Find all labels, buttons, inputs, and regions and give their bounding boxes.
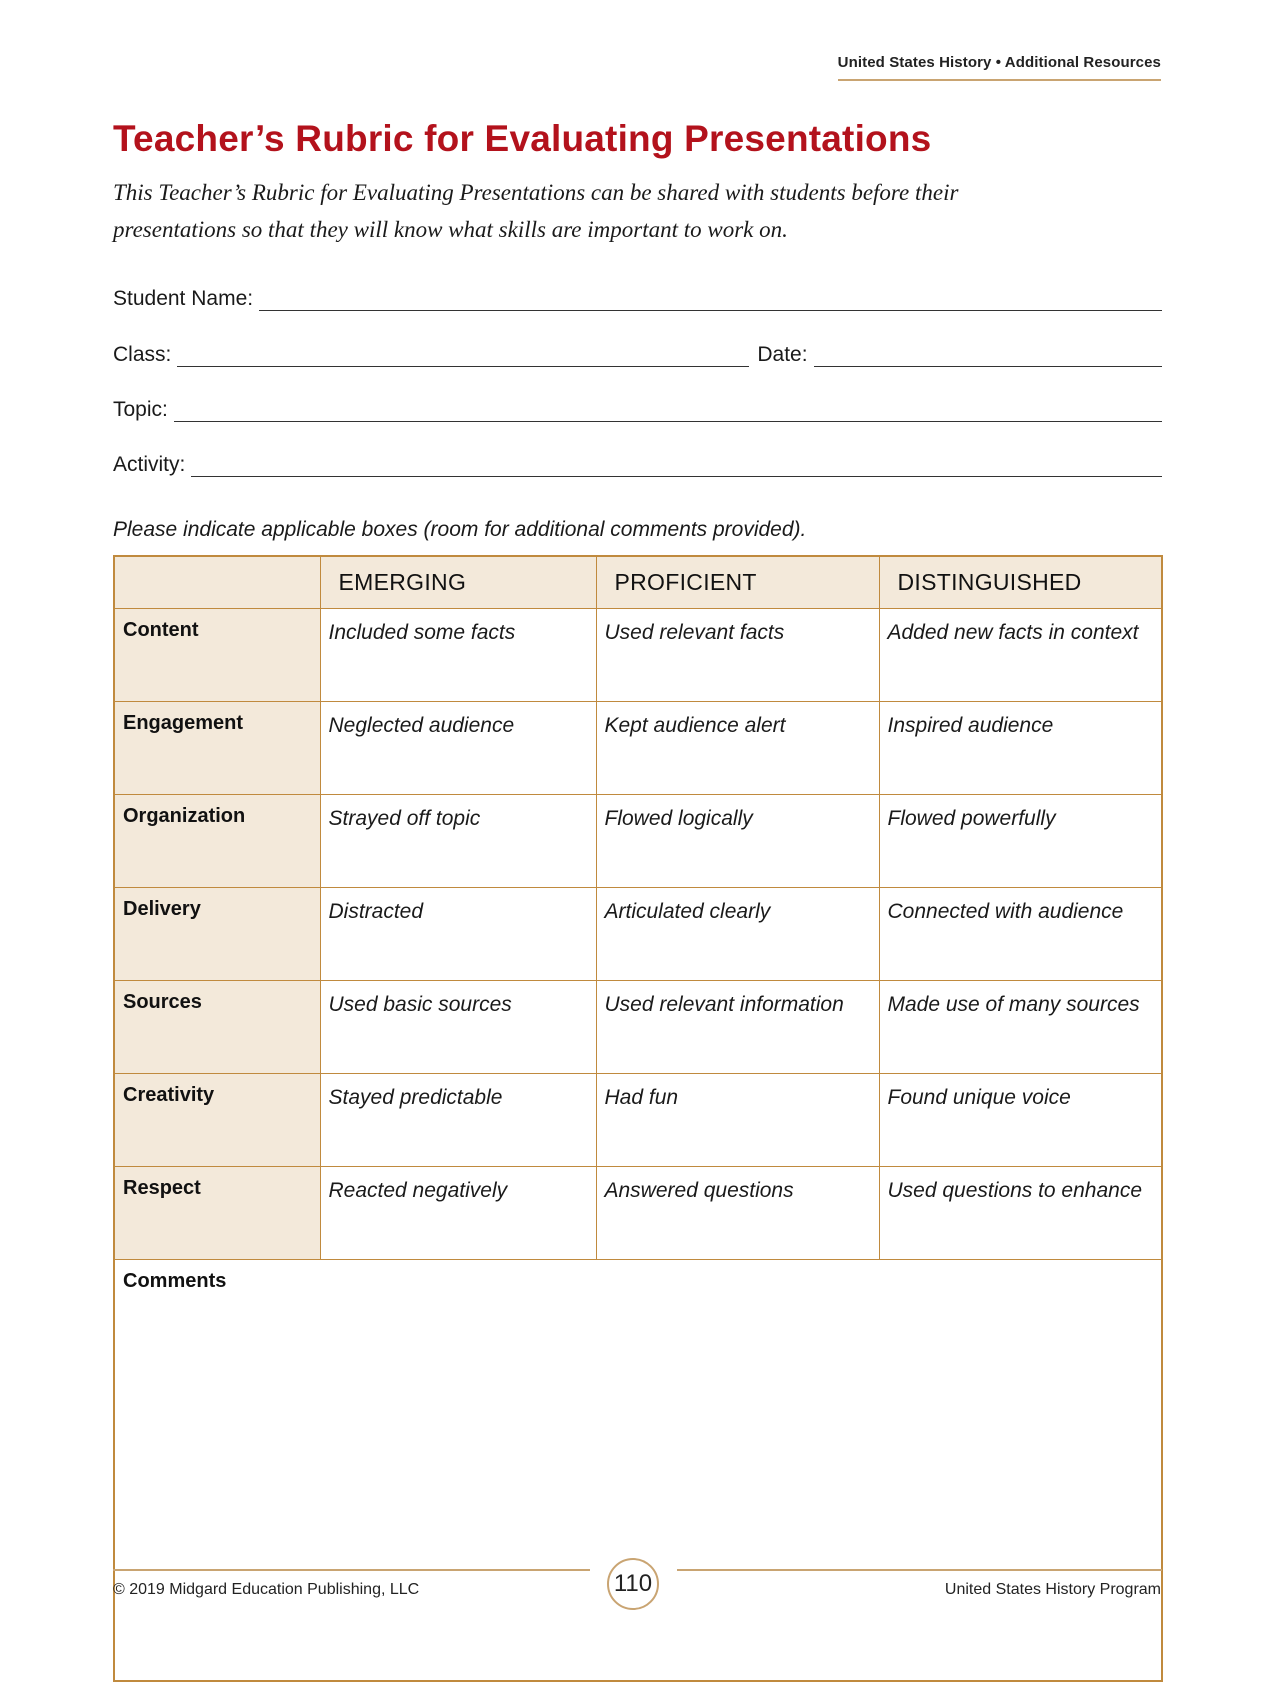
criterion-content: Content [114,609,320,702]
class-date-line [113,337,1162,367]
criterion-organization: Organization [114,795,320,888]
rubric-cell[interactable]: Articulated clearly [596,888,879,981]
comments-box[interactable] [114,1260,1162,1682]
rubric-cell[interactable]: Used relevant information [596,981,879,1074]
comments-label: Comments [123,1270,227,1292]
header-proficient: PROFICIENT [596,556,879,609]
criterion-engagement: Engagement [114,702,320,795]
rubric-cell[interactable]: Distracted [320,888,596,981]
class-field[interactable] [177,344,749,367]
header-emerging: EMERGING [320,556,596,609]
rubric-cell[interactable]: Found unique voice [879,1074,1162,1167]
rubric-cell[interactable]: Answered questions [596,1167,879,1260]
rubric-cell[interactable]: Flowed powerfully [879,795,1162,888]
date-label: Date: [757,343,808,366]
rubric-cell[interactable]: Made use of many sources [879,981,1162,1074]
date-field[interactable] [814,344,1162,367]
rubric-header-row [114,556,1162,609]
intro-text: This Teacher’s Rubric for Evaluating Presentations can be shared with students before their presentations so that they will know what skills are important to work on. [113,180,959,242]
header-distinguished: DISTINGUISHED [879,556,1162,609]
table-row [114,981,1162,1074]
table-row [114,1074,1162,1167]
rubric-cell[interactable]: Used questions to enhance [879,1167,1162,1260]
rubric-cell[interactable]: Used basic sources [320,981,596,1074]
table-row [114,795,1162,888]
student-name-label: Student Name: [113,287,254,310]
running-head: United States History • Additional Resources [838,54,1161,81]
table-row [114,702,1162,795]
table-row [114,888,1162,981]
table-row [114,609,1162,702]
activity-label: Activity: [113,453,186,476]
rubric-cell[interactable]: Flowed logically [596,795,879,888]
comments-row [114,1260,1162,1682]
topic-field[interactable] [174,399,1162,422]
rubric-cell[interactable]: Kept audience alert [596,702,879,795]
page-title: Teacher’s Rubric for Evaluating Presentations [113,118,932,159]
page-number: 110 [607,1558,659,1610]
rubric-cell[interactable]: Stayed predictable [320,1074,596,1167]
table-row [114,1167,1162,1260]
instructions: Please indicate applicable boxes (room for additional comments provided). [113,518,807,541]
rubric-cell[interactable]: Inspired audience [879,702,1162,795]
rubric-cell[interactable]: Connected with audience [879,888,1162,981]
rubric-cell[interactable]: Included some facts [320,609,596,702]
topic-line [113,392,1162,422]
copyright: © 2019 Midgard Education Publishing, LLC [113,1581,420,1598]
criterion-sources: Sources [114,981,320,1074]
criterion-creativity: Creativity [114,1074,320,1167]
footer-rule-right [677,1569,1162,1571]
activity-line [113,447,1162,477]
rubric-table [113,555,1163,1682]
footer-rule-left [113,1569,590,1571]
rubric-cell[interactable]: Neglected audience [320,702,596,795]
criterion-delivery: Delivery [114,888,320,981]
rubric-cell[interactable]: Had fun [596,1074,879,1167]
header-blank-cell [114,556,320,609]
activity-field[interactable] [191,454,1162,477]
topic-label: Topic: [113,398,168,421]
rubric-cell[interactable]: Reacted negatively [320,1167,596,1260]
rubric-cell[interactable]: Added new facts in context [879,609,1162,702]
rubric-cell[interactable]: Used relevant facts [596,609,879,702]
class-label: Class: [113,343,172,366]
student-name-field[interactable] [259,288,1162,311]
program-name: United States History Program [944,1581,1161,1598]
student-name-line [113,281,1162,311]
rubric-cell[interactable]: Strayed off topic [320,795,596,888]
criterion-respect: Respect [114,1167,320,1260]
